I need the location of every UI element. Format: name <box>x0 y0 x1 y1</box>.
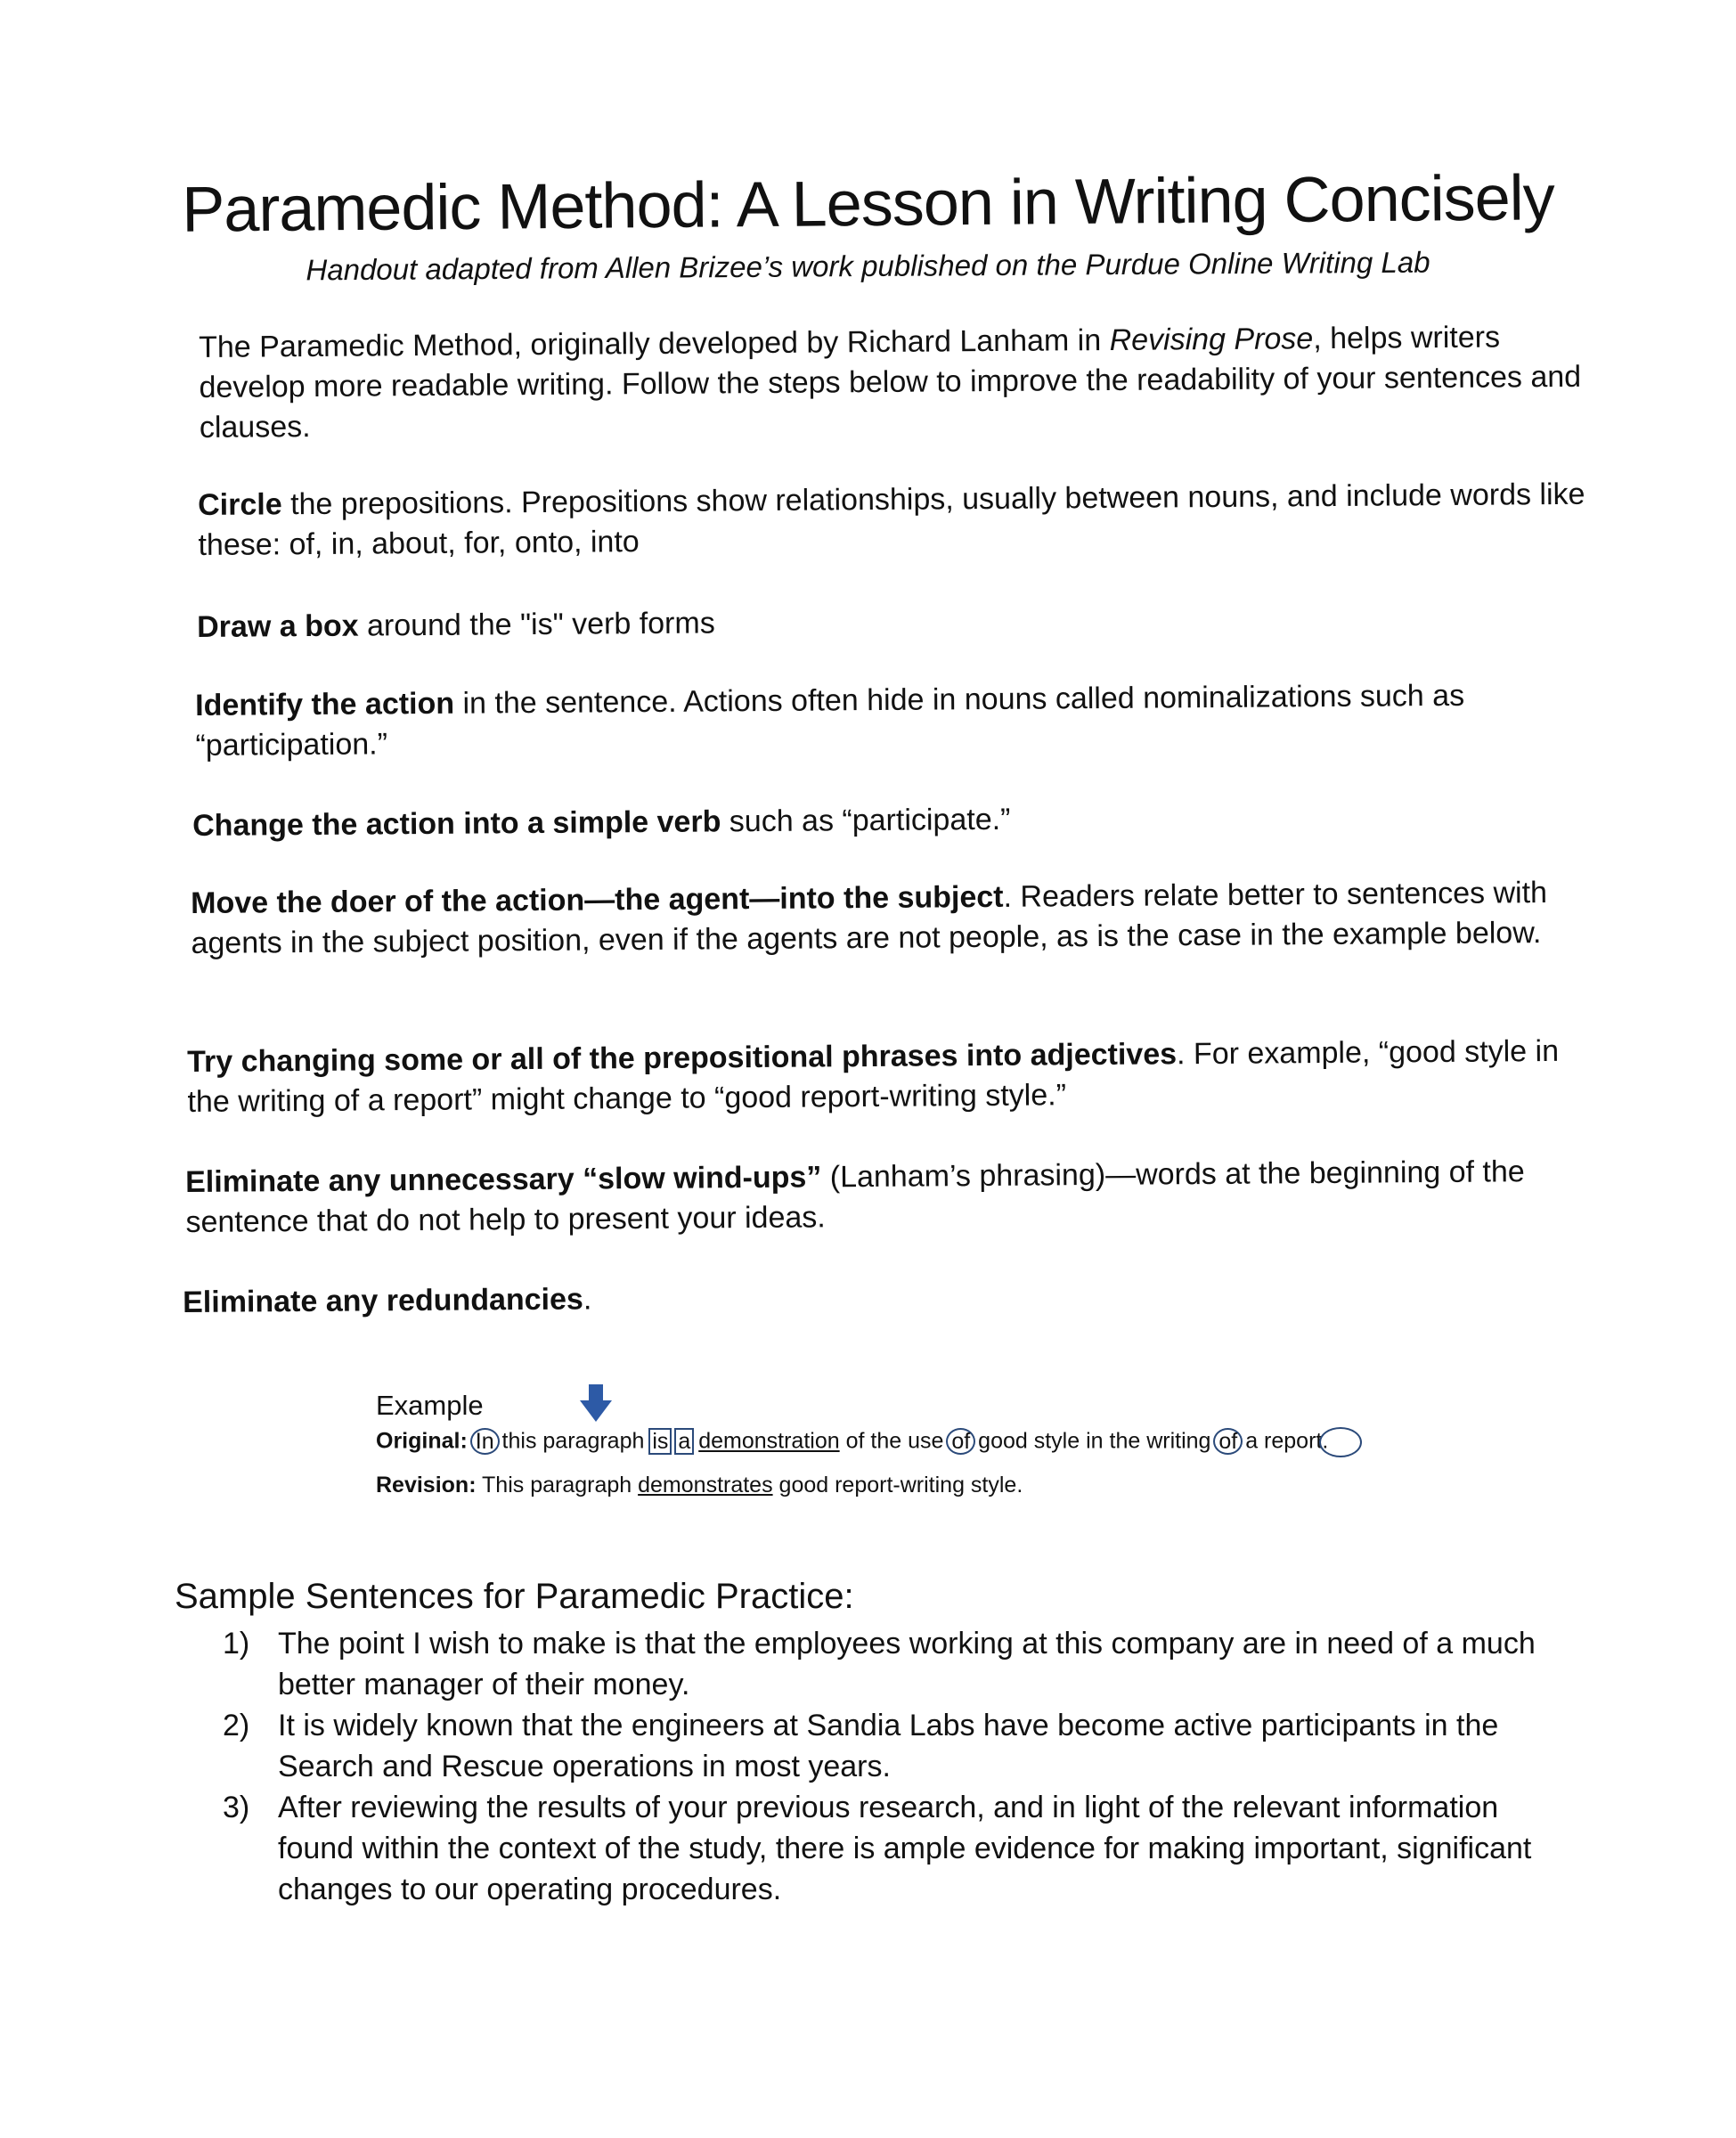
original-text <box>840 1429 846 1454</box>
step-text: around the "is" verb forms <box>358 606 715 643</box>
circle-mark <box>1319 1427 1362 1457</box>
example-figure <box>376 1390 1400 1514</box>
underlined-verb: demonstrates <box>638 1473 773 1497</box>
boxed-article: a <box>674 1428 694 1455</box>
original-text: the use <box>864 1428 950 1454</box>
circled-preposition: of <box>946 1428 975 1455</box>
step-text: the prepositions. Prepositions show relationships, usually between nouns, and include words like these: of, in, about, for, onto, into <box>198 477 1585 562</box>
sample-list <box>223 1623 1541 1910</box>
sample-number: 3) <box>223 1791 250 1824</box>
step-change <box>192 796 1582 846</box>
revision-text: good report-writing style. <box>772 1473 1023 1497</box>
sample-number: 1) <box>223 1627 250 1661</box>
sample-item <box>223 1623 1541 1705</box>
sample-text: It is widely known that the engineers at Sandia Labs have become active participants in the Search and Rescue operations in most years. <box>278 1709 1499 1783</box>
sample-number: 2) <box>223 1709 250 1742</box>
step-text: in the sentence. Actions often hide in nouns called nominalizations such as “participation.” <box>195 678 1465 763</box>
page-subtitle: Handout adapted from Allen Brizee’s work published on the Purdue Online Writing Lab <box>306 245 1430 287</box>
revision-label: Revision: <box>376 1473 477 1497</box>
original-text: of <box>845 1428 865 1454</box>
step-text: . Readers relate better to sentences with agents in the subject position, even if the agents are not people, as is the case in the example below. <box>191 876 1548 960</box>
step-heading: Draw a box <box>197 608 359 644</box>
original-text: a report. <box>1239 1428 1329 1454</box>
step-heading: Eliminate any redundancies <box>183 1282 584 1319</box>
original-label: Original: <box>376 1428 468 1454</box>
step-heading: Identify the action <box>195 686 455 722</box>
intro-text-before: The Paramedic Method, originally developed by Richard Lanham in <box>199 322 1110 364</box>
example-original <box>376 1427 1362 1457</box>
step-eliminate-windups <box>185 1152 1576 1243</box>
sample-item <box>223 1705 1541 1787</box>
original-text: this paragraph <box>495 1428 651 1454</box>
step-text: (Lanham’s phrasing)—words at the beginning of the sentence that do not help to present your ideas. <box>185 1155 1525 1239</box>
sample-item <box>223 1787 1541 1910</box>
step-heading: Eliminate any unnecessary “slow wind-ups” <box>185 1160 822 1199</box>
intro-paragraph <box>199 317 1589 448</box>
circled-preposition: of <box>1213 1428 1243 1455</box>
step-text: . <box>583 1282 592 1317</box>
original-text: good style <box>972 1428 1087 1454</box>
step-text: . For example, “good style in the writing of a report” might change to “good report-writing style.” <box>187 1033 1560 1119</box>
step-text: such as “participate.” <box>721 802 1011 839</box>
example-revision <box>376 1473 1023 1498</box>
step-circle <box>198 475 1588 566</box>
sample-heading: Sample Sentences for Paramedic Practice: <box>175 1577 854 1616</box>
step-eliminate-redundancies <box>183 1272 1572 1323</box>
sample-text: After reviewing the results of your previous research, and in light of the relevant information found within the context of the study, there is ample evidence for making important, significant changes to our operating procedures. <box>278 1791 1532 1906</box>
step-try <box>187 1032 1577 1122</box>
arrow-down-icon <box>578 1383 614 1424</box>
original-text: the writing <box>1103 1428 1218 1454</box>
sample-text: The point I wish to make is that the employees working at this company are in need of a much better manager of their money. <box>278 1627 1536 1701</box>
example-label: Example <box>376 1390 484 1421</box>
page-title: Paramedic Method: A Lesson in Writing Concisely <box>181 162 1555 246</box>
step-identify <box>195 675 1585 766</box>
step-heading: Move the doer of the action—the agent—into the subject <box>191 879 1004 920</box>
circled-preposition: In <box>470 1428 500 1455</box>
revision-text: This paragraph <box>476 1473 639 1497</box>
boxed-verb: is <box>648 1428 672 1455</box>
step-heading: Circle <box>198 487 282 522</box>
step-heading: Try changing some or all of the prepositional phrases into adjectives <box>187 1037 1178 1079</box>
intro-book-title: Revising Prose <box>1109 322 1314 357</box>
original-text: in <box>1086 1428 1104 1454</box>
intro-text-after: , helps writers develop more readable writing. Follow the steps below to improve the readability of your sentences and clauses. <box>199 320 1582 445</box>
step-box <box>197 597 1586 648</box>
step-move <box>191 873 1581 964</box>
step-heading: Change the action into a simple verb <box>192 804 721 843</box>
underlined-nominalization: demonstration <box>698 1428 840 1454</box>
